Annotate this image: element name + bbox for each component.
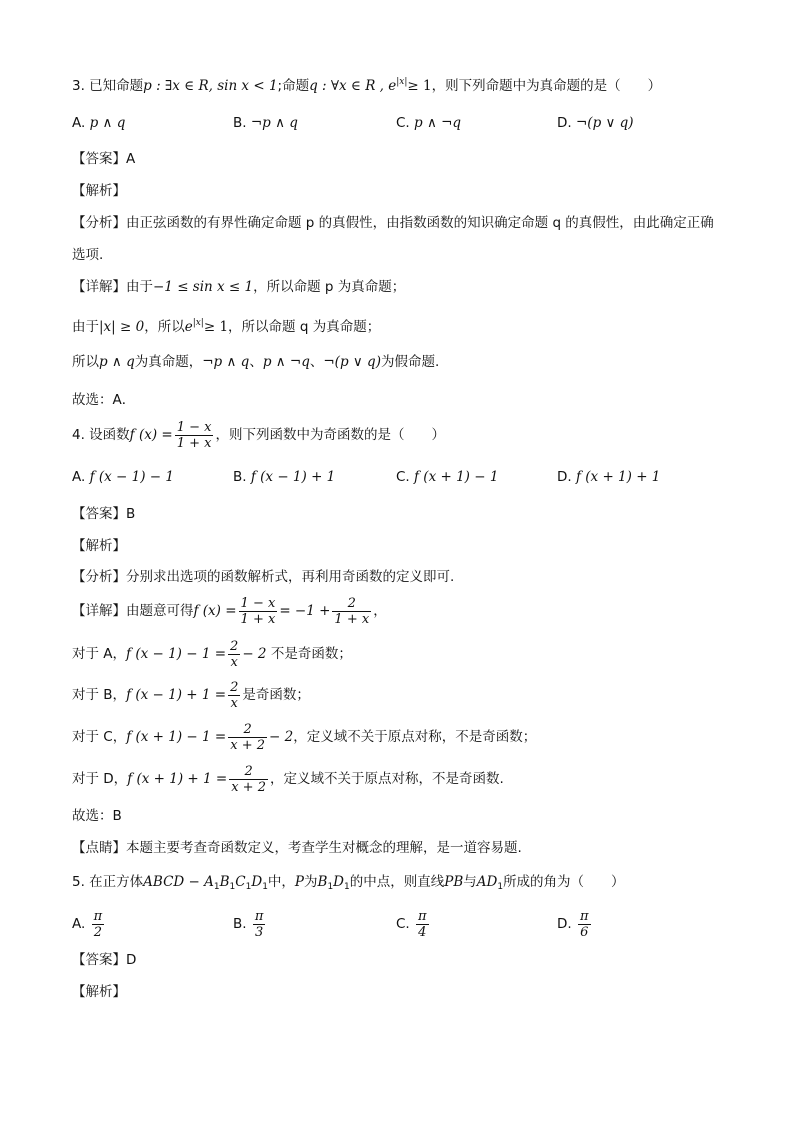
q5-stem-mid3: 的中点，则直线 — [349, 874, 445, 890]
q4-detail-lhs: f (x) = — [193, 603, 237, 619]
q3-line2-math: |x| ≥ 0 — [99, 319, 145, 335]
q4-case-c-tail: − 2 — [269, 729, 294, 745]
fraction-numerator: π — [418, 908, 427, 924]
q3-line3 — [72, 352, 439, 372]
option-fraction — [578, 909, 591, 940]
q3-answer: 【答案】A — [72, 151, 136, 167]
option-label: C. — [396, 916, 410, 932]
q3-line2 — [72, 313, 380, 337]
q4-case-b-lhs: f (x − 1) + 1 = — [126, 687, 227, 703]
fraction-denominator: 4 — [418, 924, 427, 940]
option-expr: ¬p ∧ q — [250, 115, 298, 131]
fraction-numerator: 2 — [229, 764, 268, 780]
option-expr: f (x + 1) + 1 — [575, 469, 661, 485]
q3-line3-m3: p ∧ ¬q — [262, 354, 310, 370]
q4-f-fraction — [175, 420, 214, 451]
q3-line3-pre: 所以 — [72, 354, 99, 370]
q3-stem — [72, 72, 661, 96]
q3-prop-q-end: ≥ 1 — [407, 78, 432, 94]
q4-case-c-lhs: f (x + 1) − 1 = — [126, 729, 227, 745]
q3-prop-p: p : ∃x ∈ R, sin x < 1 — [143, 78, 278, 94]
fraction-numerator: 1 − x — [176, 419, 212, 435]
q4-stem — [72, 418, 445, 452]
q3-detail-math: −1 ≤ sin x ≤ 1 — [153, 279, 254, 295]
option-expr: p ∧ ¬q — [414, 115, 462, 131]
q4-detail-mid: = −1 + — [279, 603, 331, 619]
option-label: B. — [233, 916, 247, 932]
option-expr: p ∧ q — [89, 115, 126, 131]
q3-detail-post: ，所以命题 p 为真命题； — [253, 279, 406, 295]
q5-cube-sub: 1 — [245, 882, 252, 892]
q3-detail-pre: 【详解】由于 — [72, 279, 153, 295]
q5-cube-sub: 1 — [229, 882, 236, 892]
q4-case-b-fraction — [228, 680, 240, 711]
q3-detail — [72, 277, 405, 297]
option-expr: f (x − 1) + 1 — [250, 469, 336, 485]
fraction-denominator: x — [230, 654, 238, 670]
q4-choose: 故选：B — [72, 808, 122, 824]
q4-case-d-fraction — [229, 764, 268, 795]
option-label: A. — [72, 115, 86, 131]
option-label: B. — [233, 469, 247, 485]
q3-line2-exp: |x| — [192, 318, 204, 328]
q4-case-d-lhs: f (x + 1) + 1 = — [127, 771, 228, 787]
q5-seg-sub: 1 — [327, 882, 334, 892]
fraction-denominator: x + 2 — [230, 737, 265, 753]
q4-case-d-pre: 对于 D， — [72, 771, 128, 787]
q5-analysis-title: 【解析】 — [72, 984, 126, 1000]
q5-stem-pre: 5. 在正方体 — [72, 874, 144, 890]
q3-stem-post: ，则下列命题中为真命题的是（ ） — [431, 78, 662, 94]
q4-case-c-fraction — [228, 722, 267, 753]
q5-seg-d: D — [333, 874, 344, 890]
q5-point-p: P — [294, 874, 305, 890]
q5-option-b[interactable] — [233, 906, 267, 942]
q4-case-d — [72, 762, 504, 796]
q3-option-d[interactable] — [557, 113, 634, 133]
option-label: D. — [557, 115, 572, 131]
fraction-denominator: x — [230, 695, 238, 711]
q5-answer: 【答案】D — [72, 952, 137, 968]
q3-prop-q-exp: |x| — [396, 77, 408, 87]
option-label: D. — [557, 469, 572, 485]
q5-cube-sub: 1 — [213, 882, 220, 892]
q3-line2-pre: 由于 — [72, 319, 99, 335]
q4-case-c-post: ，定义域不关于原点对称，不是奇函数； — [293, 729, 537, 745]
option-fraction — [92, 909, 105, 940]
option-label: B. — [233, 115, 247, 131]
fraction-denominator: 1 + x — [334, 611, 370, 627]
q5-cube-b: B — [219, 874, 230, 890]
q5-stem — [72, 872, 625, 897]
q4-fenxi: 【分析】分别求出选项的函数解析式，再利用奇函数的定义即可. — [72, 569, 455, 585]
q5-cube-d: D — [251, 874, 263, 890]
q3-prop-q: q : ∀x ∈ R , e — [309, 78, 397, 94]
q3-line2-post: ，所以命题 q 为真命题； — [228, 319, 381, 335]
option-label: A. — [72, 916, 86, 932]
option-expr: f (x − 1) − 1 — [89, 469, 174, 485]
q3-stem-mid: ;命题 — [277, 78, 310, 94]
q4-stem-post: ，则下列函数中为奇函数的是（ ） — [215, 427, 445, 443]
q4-option-b[interactable] — [233, 467, 335, 487]
q4-case-a-lhs: f (x − 1) − 1 = — [126, 646, 227, 662]
q3-line3-t2: 、 — [249, 354, 263, 370]
q4-detail-fraction-2 — [332, 596, 371, 627]
option-label: C. — [396, 469, 410, 485]
fraction-numerator: π — [579, 908, 589, 924]
q3-option-b[interactable] — [233, 113, 298, 133]
q5-line-ad-sub: 1 — [497, 882, 504, 892]
fraction-denominator: x + 2 — [231, 779, 266, 795]
q4-case-c — [72, 720, 536, 754]
q4-case-a-pre: 对于 A， — [72, 646, 127, 662]
q5-line-pb: PB — [444, 874, 464, 890]
option-expr: f (x + 1) − 1 — [414, 469, 499, 485]
q3-stem-pre: 3. 已知命题 — [72, 78, 144, 94]
q4-dianjing: 【点睛】本题主要考查奇函数定义，考查学生对概念的理解，是一道容易题. — [72, 840, 522, 856]
q3-line3-m1: p ∧ q — [99, 354, 135, 370]
q3-line3-m4: ¬(p ∨ q) — [323, 354, 381, 370]
fraction-numerator: 2 — [230, 638, 239, 654]
q5-line-ad: AD — [476, 874, 498, 890]
q3-line3-m2: ¬p ∧ q — [202, 354, 250, 370]
q4-option-d[interactable] — [557, 467, 660, 487]
fraction-denominator: 1 + x — [240, 611, 276, 627]
q4-detail — [72, 594, 387, 628]
q3-option-a[interactable] — [72, 113, 125, 133]
q5-stem-mid4: 与 — [463, 874, 477, 890]
q3-line2-mid: ，所以 — [144, 319, 185, 335]
option-label: C. — [396, 115, 410, 131]
option-label: A. — [72, 469, 86, 485]
q3-fenxi-2: 选项. — [72, 247, 104, 263]
q5-seg-sub: 1 — [344, 882, 350, 892]
fraction-numerator: π — [93, 908, 103, 924]
q5-cube-c: C — [235, 874, 246, 890]
q4-detail-fraction-1 — [239, 596, 278, 627]
q4-case-a-tail: − 2 — [242, 646, 267, 662]
q4-case-a — [72, 637, 352, 671]
q3-line3-t3: 、 — [309, 354, 324, 370]
q4-option-c[interactable] — [396, 467, 498, 487]
q3-option-c[interactable] — [396, 113, 461, 133]
q4-detail-pre: 【详解】由题意可得 — [72, 603, 194, 619]
q4-analysis-title: 【解析】 — [72, 538, 126, 554]
q5-option-c[interactable] — [396, 906, 431, 942]
q5-cube-sub: 1 — [262, 882, 268, 892]
q4-case-a-fraction — [228, 639, 240, 670]
fraction-numerator: 1 − x — [240, 595, 276, 611]
q4-f-lhs: f (x) = — [129, 427, 173, 443]
q3-choose: 故选：A． — [72, 392, 136, 408]
fraction-numerator: 2 — [228, 722, 267, 738]
q5-stem-mid1: 中， — [267, 874, 295, 890]
q3-line2-ge: ≥ 1 — [203, 319, 229, 335]
q4-case-b-pre: 对于 B， — [72, 687, 127, 703]
option-fraction — [253, 909, 266, 940]
q3-line3-t4: 为假命题. — [380, 354, 440, 370]
q4-stem-pre: 4. 设函数 — [72, 427, 130, 443]
q5-option-d[interactable] — [557, 906, 593, 942]
q3-fenxi-1: 【分析】由正弦函数的有界性确定命题 p 的真假性，由指数函数的知识确定命题 q 的真假性，由此确定正确 — [72, 215, 714, 231]
fraction-denominator: 6 — [580, 924, 589, 940]
q4-case-c-pre: 对于 C， — [72, 729, 127, 745]
q4-option-a[interactable] — [72, 467, 174, 487]
fraction-denominator: 3 — [254, 924, 264, 940]
q5-stem-mid2: 为 — [304, 874, 318, 890]
q4-answer: 【答案】B — [72, 506, 136, 522]
q5-cube-a: ABCD − A — [143, 874, 214, 890]
q4-case-b — [72, 678, 310, 712]
q3-analysis-title: 【解析】 — [72, 183, 126, 199]
fraction-numerator: 2 — [332, 596, 371, 612]
q4-case-a-post: 不是奇函数； — [266, 646, 352, 662]
q3-line3-t1: 为真命题， — [134, 354, 203, 370]
fraction-denominator: 2 — [93, 924, 102, 940]
fraction-numerator: π — [254, 908, 264, 924]
q5-seg-b: B — [317, 874, 328, 890]
fraction-denominator: 1 + x — [176, 435, 212, 451]
q4-case-d-post: ，定义域不关于原点对称，不是奇函数. — [269, 771, 504, 787]
fraction-numerator: 2 — [230, 679, 239, 695]
q4-detail-end: ， — [373, 603, 387, 619]
option-label: D. — [557, 916, 572, 932]
q5-option-a[interactable] — [72, 906, 106, 942]
option-fraction — [416, 909, 429, 940]
q4-case-b-post: 是奇函数； — [242, 687, 310, 703]
q3-line2-e: e — [184, 319, 193, 335]
option-expr: ¬(p ∨ q) — [575, 115, 634, 131]
q5-stem-post: 所成的角为（ ） — [503, 874, 625, 890]
